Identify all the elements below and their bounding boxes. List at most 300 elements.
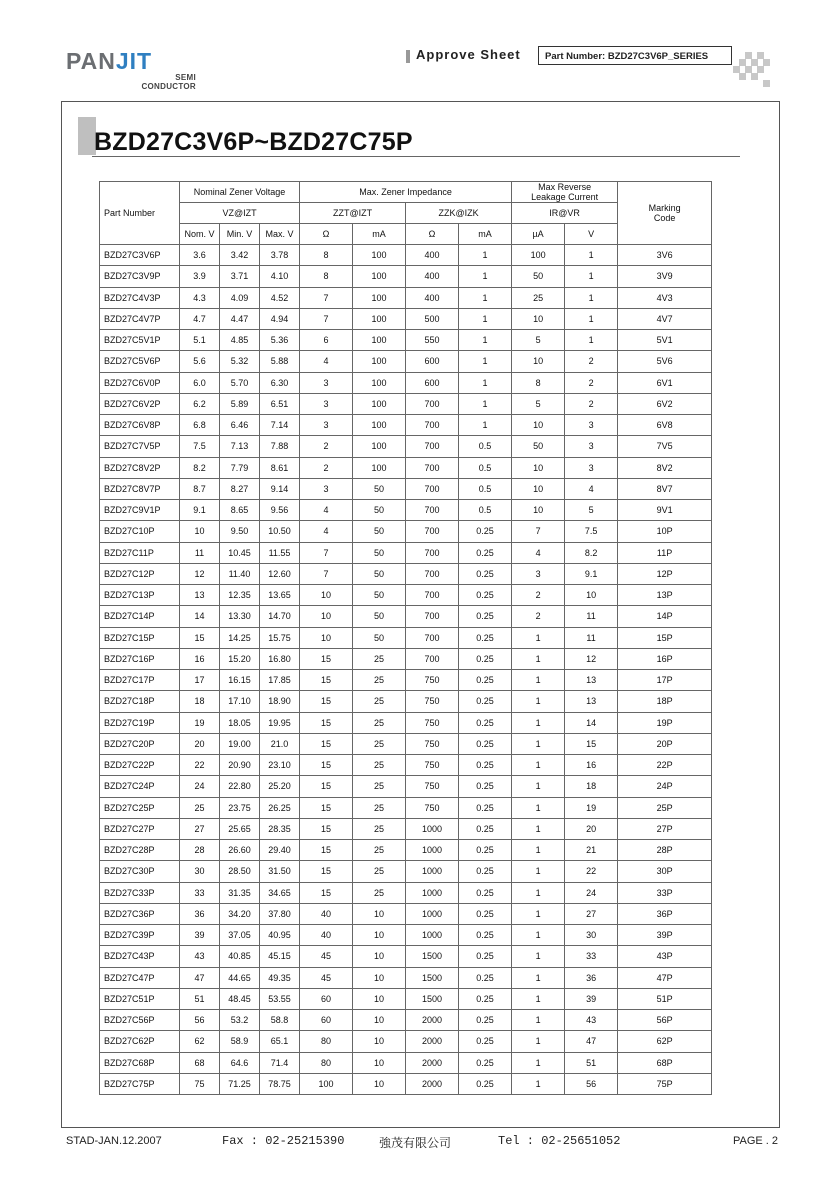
table-header	[100, 182, 712, 245]
part-number-cell: BZD27C8V2P	[100, 457, 180, 478]
marking-code-cell: 19P	[618, 712, 712, 733]
table-cell: 4.3	[180, 287, 220, 308]
table-row	[100, 351, 712, 372]
table-cell: 50	[353, 521, 406, 542]
table-cell: 78.75	[260, 1073, 300, 1094]
table-cell: 10	[512, 308, 565, 329]
header-vz-at-izt: VZ@IZT	[180, 203, 300, 224]
table-cell: 7	[300, 542, 353, 563]
table-cell: 13.30	[220, 606, 260, 627]
marking-code-cell: 75P	[618, 1073, 712, 1094]
table-cell: 10.50	[260, 521, 300, 542]
table-cell: 23.10	[260, 755, 300, 776]
table-cell: 11.55	[260, 542, 300, 563]
table-cell: 11	[180, 542, 220, 563]
table-cell: 15	[300, 648, 353, 669]
table-cell: 51	[180, 988, 220, 1009]
header-zzk-at-izk: ZZK@IZK	[406, 203, 512, 224]
marking-code-cell: 10P	[618, 521, 712, 542]
table-cell: 15	[300, 712, 353, 733]
table-cell: 45.15	[260, 946, 300, 967]
marking-code-cell: 24P	[618, 776, 712, 797]
table-cell: 15	[300, 840, 353, 861]
table-row	[100, 500, 712, 521]
table-cell: 39	[565, 988, 618, 1009]
table-cell: 8	[300, 245, 353, 266]
marking-code-cell: 14P	[618, 606, 712, 627]
table-cell: 11.40	[220, 563, 260, 584]
table-cell: 37.05	[220, 925, 260, 946]
table-cell: 50	[353, 542, 406, 563]
table-cell: 1	[512, 797, 565, 818]
table-cell: 0.5	[459, 436, 512, 457]
table-cell: 28.35	[260, 818, 300, 839]
table-cell: 1000	[406, 840, 459, 861]
table-cell: 10	[353, 903, 406, 924]
table-row	[100, 521, 712, 542]
table-cell: 18	[565, 776, 618, 797]
table-cell: 25	[512, 287, 565, 308]
header-max-reverse-line1: Max Reverse	[538, 182, 592, 192]
table-cell: 22	[565, 861, 618, 882]
table-cell: 750	[406, 776, 459, 797]
marking-code-cell: 20P	[618, 733, 712, 754]
table-cell: 750	[406, 755, 459, 776]
part-number-cell: BZD27C6V8P	[100, 415, 180, 436]
table-cell: 23.75	[220, 797, 260, 818]
table-cell: 4.47	[220, 308, 260, 329]
table-cell: 17.85	[260, 670, 300, 691]
table-cell: 1	[459, 330, 512, 351]
table-cell: 56	[565, 1073, 618, 1094]
table-cell: 1	[459, 372, 512, 393]
table-cell: 1	[512, 1031, 565, 1052]
unit-header-cell: mA	[459, 224, 512, 245]
table-cell: 68	[180, 1052, 220, 1073]
table-cell: 30	[180, 861, 220, 882]
table-cell: 15	[300, 670, 353, 691]
table-cell: 750	[406, 691, 459, 712]
table-cell: 6.46	[220, 415, 260, 436]
table-cell: 700	[406, 521, 459, 542]
table-cell: 100	[512, 245, 565, 266]
part-number-cell: BZD27C5V1P	[100, 330, 180, 351]
table-cell: 4.85	[220, 330, 260, 351]
marking-code-cell: 5V6	[618, 351, 712, 372]
marking-code-cell: 7V5	[618, 436, 712, 457]
table-cell: 10	[300, 627, 353, 648]
table-cell: 7	[512, 521, 565, 542]
table-cell: 400	[406, 266, 459, 287]
table-cell: 550	[406, 330, 459, 351]
marking-code-cell: 12P	[618, 563, 712, 584]
table-cell: 8.27	[220, 478, 260, 499]
table-cell: 10	[353, 925, 406, 946]
part-number-cell: BZD27C51P	[100, 988, 180, 1009]
table-cell: 700	[406, 500, 459, 521]
marking-code-cell: 6V1	[618, 372, 712, 393]
part-number-box	[538, 46, 732, 65]
table-cell: 15	[180, 627, 220, 648]
table-row	[100, 988, 712, 1009]
table-cell: 10	[512, 500, 565, 521]
table-cell: 0.5	[459, 478, 512, 499]
table-cell: 39	[180, 925, 220, 946]
table-cell: 5.89	[220, 393, 260, 414]
marking-code-cell: 15P	[618, 627, 712, 648]
table-cell: 10	[512, 415, 565, 436]
part-number-cell: BZD27C25P	[100, 797, 180, 818]
footer-document-code: STAD-JAN.12.2007	[66, 1135, 162, 1147]
table-cell: 1	[512, 882, 565, 903]
table-cell: 4	[300, 351, 353, 372]
table-cell: 5.1	[180, 330, 220, 351]
table-cell: 1500	[406, 967, 459, 988]
table-cell: 3.78	[260, 245, 300, 266]
table-cell: 4.94	[260, 308, 300, 329]
table-cell: 1	[459, 393, 512, 414]
table-row	[100, 882, 712, 903]
table-cell: 16	[565, 755, 618, 776]
table-cell: 750	[406, 712, 459, 733]
table-row	[100, 393, 712, 414]
table-cell: 400	[406, 245, 459, 266]
table-cell: 50	[353, 627, 406, 648]
table-cell: 18.90	[260, 691, 300, 712]
table-row	[100, 245, 712, 266]
table-cell: 1	[512, 648, 565, 669]
table-cell: 80	[300, 1031, 353, 1052]
table-cell: 3	[565, 457, 618, 478]
table-cell: 5.6	[180, 351, 220, 372]
table-cell: 1	[512, 1052, 565, 1073]
table-cell: 400	[406, 287, 459, 308]
table-cell: 5.70	[220, 372, 260, 393]
table-cell: 3	[565, 415, 618, 436]
logo-text-pan: PAN	[66, 48, 116, 74]
table-cell: 11	[565, 627, 618, 648]
table-cell: 53.55	[260, 988, 300, 1009]
table-cell: 3	[300, 478, 353, 499]
table-cell: 4.52	[260, 287, 300, 308]
table-cell: 15	[300, 861, 353, 882]
table-cell: 8.2	[565, 542, 618, 563]
part-number-cell: BZD27C22P	[100, 755, 180, 776]
table-cell: 12.60	[260, 563, 300, 584]
part-number-cell: BZD27C24P	[100, 776, 180, 797]
table-cell: 15.75	[260, 627, 300, 648]
title-divider	[92, 156, 740, 157]
table-cell: 33	[180, 882, 220, 903]
table-cell: 1	[512, 691, 565, 712]
part-number-cell: BZD27C28P	[100, 840, 180, 861]
table-cell: 25	[353, 691, 406, 712]
table-cell: 17.10	[220, 691, 260, 712]
table-cell: 4.10	[260, 266, 300, 287]
table-cell: 10	[353, 988, 406, 1009]
table-cell: 0.25	[459, 840, 512, 861]
marking-code-cell: 4V3	[618, 287, 712, 308]
table-row	[100, 606, 712, 627]
part-number-cell: BZD27C56P	[100, 1010, 180, 1031]
table-cell: 0.25	[459, 882, 512, 903]
table-cell: 25	[353, 712, 406, 733]
table-cell: 49.35	[260, 967, 300, 988]
table-row	[100, 372, 712, 393]
table-cell: 25	[353, 882, 406, 903]
part-number-cell: BZD27C7V5P	[100, 436, 180, 457]
table-cell: 29.40	[260, 840, 300, 861]
table-cell: 27	[565, 903, 618, 924]
table-row	[100, 648, 712, 669]
table-cell: 10	[353, 946, 406, 967]
table-cell: 1000	[406, 925, 459, 946]
table-cell: 31.35	[220, 882, 260, 903]
table-cell: 0.25	[459, 521, 512, 542]
table-cell: 20	[180, 733, 220, 754]
marking-code-cell: 39P	[618, 925, 712, 946]
marking-code-cell: 3V9	[618, 266, 712, 287]
part-number-cell: BZD27C6V2P	[100, 393, 180, 414]
table-cell: 25.65	[220, 818, 260, 839]
marking-code-cell: 62P	[618, 1031, 712, 1052]
table-cell: 21	[565, 840, 618, 861]
table-cell: 4	[300, 500, 353, 521]
table-cell: 0.25	[459, 1052, 512, 1073]
logo-subtitle-line2: CONDUCTOR	[141, 82, 196, 91]
table-cell: 24	[565, 882, 618, 903]
table-cell: 25	[353, 861, 406, 882]
table-cell: 15	[300, 733, 353, 754]
part-number-cell: BZD27C47P	[100, 967, 180, 988]
table-cell: 700	[406, 648, 459, 669]
table-cell: 600	[406, 351, 459, 372]
part-number-cell: BZD27C36P	[100, 903, 180, 924]
marking-code-cell: 16P	[618, 648, 712, 669]
table-cell: 31.50	[260, 861, 300, 882]
table-cell: 25	[353, 840, 406, 861]
table-row	[100, 585, 712, 606]
table-cell: 1	[459, 266, 512, 287]
table-cell: 36	[565, 967, 618, 988]
table-cell: 10	[180, 521, 220, 542]
marking-code-cell: 68P	[618, 1052, 712, 1073]
table-cell: 1000	[406, 882, 459, 903]
table-cell: 47	[565, 1031, 618, 1052]
part-number-cell: BZD27C8V7P	[100, 478, 180, 499]
table-cell: 71.4	[260, 1052, 300, 1073]
table-cell: 13.65	[260, 585, 300, 606]
part-number-cell: BZD27C18P	[100, 691, 180, 712]
part-number-cell: BZD27C16P	[100, 648, 180, 669]
table-cell: 64.6	[220, 1052, 260, 1073]
table-cell: 100	[353, 415, 406, 436]
table-row	[100, 840, 712, 861]
marking-code-cell: 9V1	[618, 500, 712, 521]
table-cell: 10	[512, 351, 565, 372]
table-cell: 19.95	[260, 712, 300, 733]
table-cell: 43	[565, 1010, 618, 1031]
table-cell: 25	[353, 818, 406, 839]
table-cell: 34.20	[220, 903, 260, 924]
table-cell: 0.25	[459, 648, 512, 669]
table-cell: 40	[300, 903, 353, 924]
table-cell: 10	[353, 1073, 406, 1094]
table-cell: 45	[300, 967, 353, 988]
table-cell: 56	[180, 1010, 220, 1031]
table-cell: 8.61	[260, 457, 300, 478]
table-cell: 5	[512, 393, 565, 414]
part-number-cell: BZD27C11P	[100, 542, 180, 563]
table-cell: 1	[565, 308, 618, 329]
table-cell: 10	[353, 1031, 406, 1052]
table-cell: 9.14	[260, 478, 300, 499]
part-number-cell: BZD27C43P	[100, 946, 180, 967]
table-cell: 11	[565, 606, 618, 627]
page-title: BZD27C3V6P~BZD27C75P	[94, 128, 413, 156]
table-cell: 2	[565, 372, 618, 393]
table-cell: 100	[353, 457, 406, 478]
table-row	[100, 946, 712, 967]
table-cell: 0.25	[459, 797, 512, 818]
table-cell: 28	[180, 840, 220, 861]
table-cell: 27	[180, 818, 220, 839]
table-cell: 3.71	[220, 266, 260, 287]
table-cell: 1	[512, 755, 565, 776]
unit-header-cell: Nom. V	[180, 224, 220, 245]
table-cell: 18	[180, 691, 220, 712]
unit-header-cell: µA	[512, 224, 565, 245]
marking-code-cell: 3V6	[618, 245, 712, 266]
table-cell: 10	[512, 478, 565, 499]
table-cell: 50	[353, 606, 406, 627]
table-cell: 100	[353, 393, 406, 414]
table-cell: 16.80	[260, 648, 300, 669]
table-cell: 2000	[406, 1052, 459, 1073]
table-cell: 43	[180, 946, 220, 967]
table-cell: 15	[300, 755, 353, 776]
table-cell: 0.5	[459, 457, 512, 478]
marking-code-cell: 11P	[618, 542, 712, 563]
marking-code-cell: 25P	[618, 797, 712, 818]
table-row	[100, 330, 712, 351]
table-cell: 750	[406, 733, 459, 754]
marking-code-cell: 28P	[618, 840, 712, 861]
table-cell: 22	[180, 755, 220, 776]
table-cell: 1	[459, 415, 512, 436]
table-cell: 26.60	[220, 840, 260, 861]
table-cell: 4.7	[180, 308, 220, 329]
table-cell: 5.88	[260, 351, 300, 372]
table-cell: 0.25	[459, 946, 512, 967]
table-cell: 19.00	[220, 733, 260, 754]
table-cell: 0.25	[459, 967, 512, 988]
table-cell: 5.32	[220, 351, 260, 372]
table-cell: 4	[300, 521, 353, 542]
table-row	[100, 1010, 712, 1031]
table-row	[100, 776, 712, 797]
table-cell: 1500	[406, 988, 459, 1009]
table-cell: 20.90	[220, 755, 260, 776]
table-cell: 1	[512, 925, 565, 946]
table-cell: 750	[406, 670, 459, 691]
table-cell: 2000	[406, 1073, 459, 1094]
table-cell: 1	[565, 287, 618, 308]
table-cell: 1000	[406, 861, 459, 882]
table-cell: 25	[353, 733, 406, 754]
table-cell: 3	[300, 415, 353, 436]
table-cell: 16.15	[220, 670, 260, 691]
table-cell: 7.5	[180, 436, 220, 457]
table-cell: 8.7	[180, 478, 220, 499]
table-cell: 10	[565, 585, 618, 606]
table-cell: 19	[180, 712, 220, 733]
table-cell: 8	[512, 372, 565, 393]
part-number-cell: BZD27C19P	[100, 712, 180, 733]
table-cell: 50	[512, 436, 565, 457]
table-row	[100, 1031, 712, 1052]
table-row	[100, 266, 712, 287]
table-cell: 1	[512, 946, 565, 967]
table-cell: 10.45	[220, 542, 260, 563]
table-cell: 13	[180, 585, 220, 606]
footer-fax: Fax : 02-25215390	[222, 1134, 345, 1148]
marking-code-cell: 5V1	[618, 330, 712, 351]
header-max-reverse-line2: Leakage Current	[531, 192, 599, 202]
table-cell: 7.5	[565, 521, 618, 542]
table-cell: 10	[300, 606, 353, 627]
part-number-cell: BZD27C4V7P	[100, 308, 180, 329]
part-number-cell: BZD27C13P	[100, 585, 180, 606]
part-number-cell: BZD27C17P	[100, 670, 180, 691]
table-cell: 1	[512, 818, 565, 839]
table-row	[100, 861, 712, 882]
table-cell: 0.25	[459, 1031, 512, 1052]
table-cell: 18.05	[220, 712, 260, 733]
part-number-cell: BZD27C39P	[100, 925, 180, 946]
table-cell: 1	[565, 330, 618, 351]
table-cell: 15	[565, 733, 618, 754]
table-row	[100, 733, 712, 754]
table-cell: 6.51	[260, 393, 300, 414]
table-cell: 9.50	[220, 521, 260, 542]
part-number-cell: BZD27C27P	[100, 818, 180, 839]
table-row	[100, 967, 712, 988]
table-row	[100, 542, 712, 563]
table-cell: 1000	[406, 818, 459, 839]
table-cell: 36	[180, 903, 220, 924]
table-cell: 1	[459, 351, 512, 372]
table-row	[100, 670, 712, 691]
header-zzt-at-izt: ZZT@IZT	[300, 203, 406, 224]
table-cell: 50	[353, 585, 406, 606]
table-cell: 60	[300, 1010, 353, 1031]
table-cell: 3.9	[180, 266, 220, 287]
table-cell: 100	[353, 436, 406, 457]
table-cell: 100	[353, 287, 406, 308]
marking-code-cell: 30P	[618, 861, 712, 882]
table-cell: 5	[565, 500, 618, 521]
table-cell: 50	[512, 266, 565, 287]
table-row	[100, 1052, 712, 1073]
table-cell: 100	[353, 330, 406, 351]
part-number-cell: BZD27C3V6P	[100, 245, 180, 266]
table-cell: 0.25	[459, 818, 512, 839]
table-cell: 0.25	[459, 1010, 512, 1031]
table-cell: 12.35	[220, 585, 260, 606]
part-number-cell: BZD27C33P	[100, 882, 180, 903]
table-cell: 2	[512, 585, 565, 606]
